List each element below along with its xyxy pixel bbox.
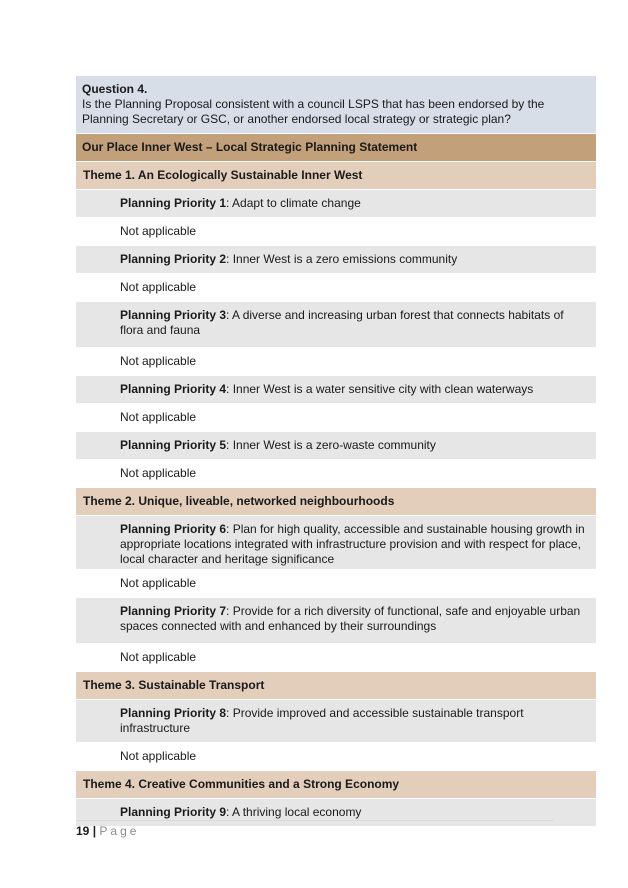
priority-response: Not applicable	[76, 404, 596, 432]
planning-priority-row	[76, 598, 596, 644]
priority-text: : Provide improved and accessible sustainable transport infrastructure	[120, 706, 524, 735]
planning-priority-row	[76, 700, 596, 743]
priority-response: Not applicable	[76, 348, 596, 376]
theme-heading: Theme 2. Unique, liveable, networked neighbourhoods	[76, 488, 596, 516]
planning-table	[76, 76, 596, 827]
priority-text: : Plan for high quality, accessible and sustainable housing growth in appropriate locations integrated with infrastructure provision and with respect for place, local character and heritage significance	[120, 522, 585, 566]
planning-priority-row	[76, 516, 596, 570]
question-title: Question 4.	[82, 82, 148, 96]
priority-label: Planning Priority 3	[120, 308, 227, 322]
theme-heading: Theme 1. An Ecologically Sustainable Inner West	[76, 162, 596, 190]
priority-text: : Adapt to climate change	[226, 196, 361, 210]
priority-text: : A thriving local economy	[226, 805, 362, 819]
planning-priority-row	[76, 190, 596, 218]
priority-response: Not applicable	[76, 218, 596, 246]
question-header	[76, 76, 596, 134]
priority-text: : Inner West is a zero-waste community	[226, 438, 436, 452]
priority-label: Planning Priority 7	[120, 604, 227, 618]
theme-heading: Theme 4. Creative Communities and a Strong Economy	[76, 771, 596, 799]
theme-heading: Theme 3. Sustainable Transport	[76, 672, 596, 700]
priority-text: : Inner West is a water sensitive city with clean waterways	[226, 382, 534, 396]
planning-priority-row	[76, 302, 596, 348]
priority-text: : Inner West is a zero emissions community	[226, 252, 458, 266]
priority-label: Planning Priority 4	[120, 382, 227, 396]
lsps-heading: Our Place Inner West – Local Strategic Planning Statement	[76, 134, 596, 162]
priority-label: Planning Priority 6	[120, 522, 227, 536]
priority-label: Planning Priority 1	[120, 196, 227, 210]
planning-priority-row	[76, 376, 596, 404]
priority-label: Planning Priority 8	[120, 706, 227, 720]
priority-response: Not applicable	[76, 274, 596, 302]
priority-response: Not applicable	[76, 570, 596, 598]
page-footer	[76, 820, 554, 838]
planning-priority-row	[76, 246, 596, 274]
priority-response: Not applicable	[76, 644, 596, 672]
priority-text: : A diverse and increasing urban forest that connects habitats of flora and fauna	[120, 308, 564, 337]
priority-label: Planning Priority 5	[120, 438, 227, 452]
priority-response: Not applicable	[76, 460, 596, 488]
planning-priority-row	[76, 432, 596, 460]
page-number: 19	[76, 824, 90, 838]
priority-label: Planning Priority 9	[120, 805, 227, 819]
priority-text: : Provide for a rich diversity of functional, safe and enjoyable urban spaces connected with and enhanced by their surroundings	[120, 604, 581, 633]
page-word: Page	[99, 824, 140, 838]
question-text: Is the Planning Proposal consistent with a council LSPS that has been endorsed by the Planning Secretary or GSC, or another endorsed local strategy or strategic plan?	[82, 97, 545, 126]
page-separator: |	[92, 824, 97, 838]
priority-response: Not applicable	[76, 743, 596, 771]
priority-label: Planning Priority 2	[120, 252, 227, 266]
